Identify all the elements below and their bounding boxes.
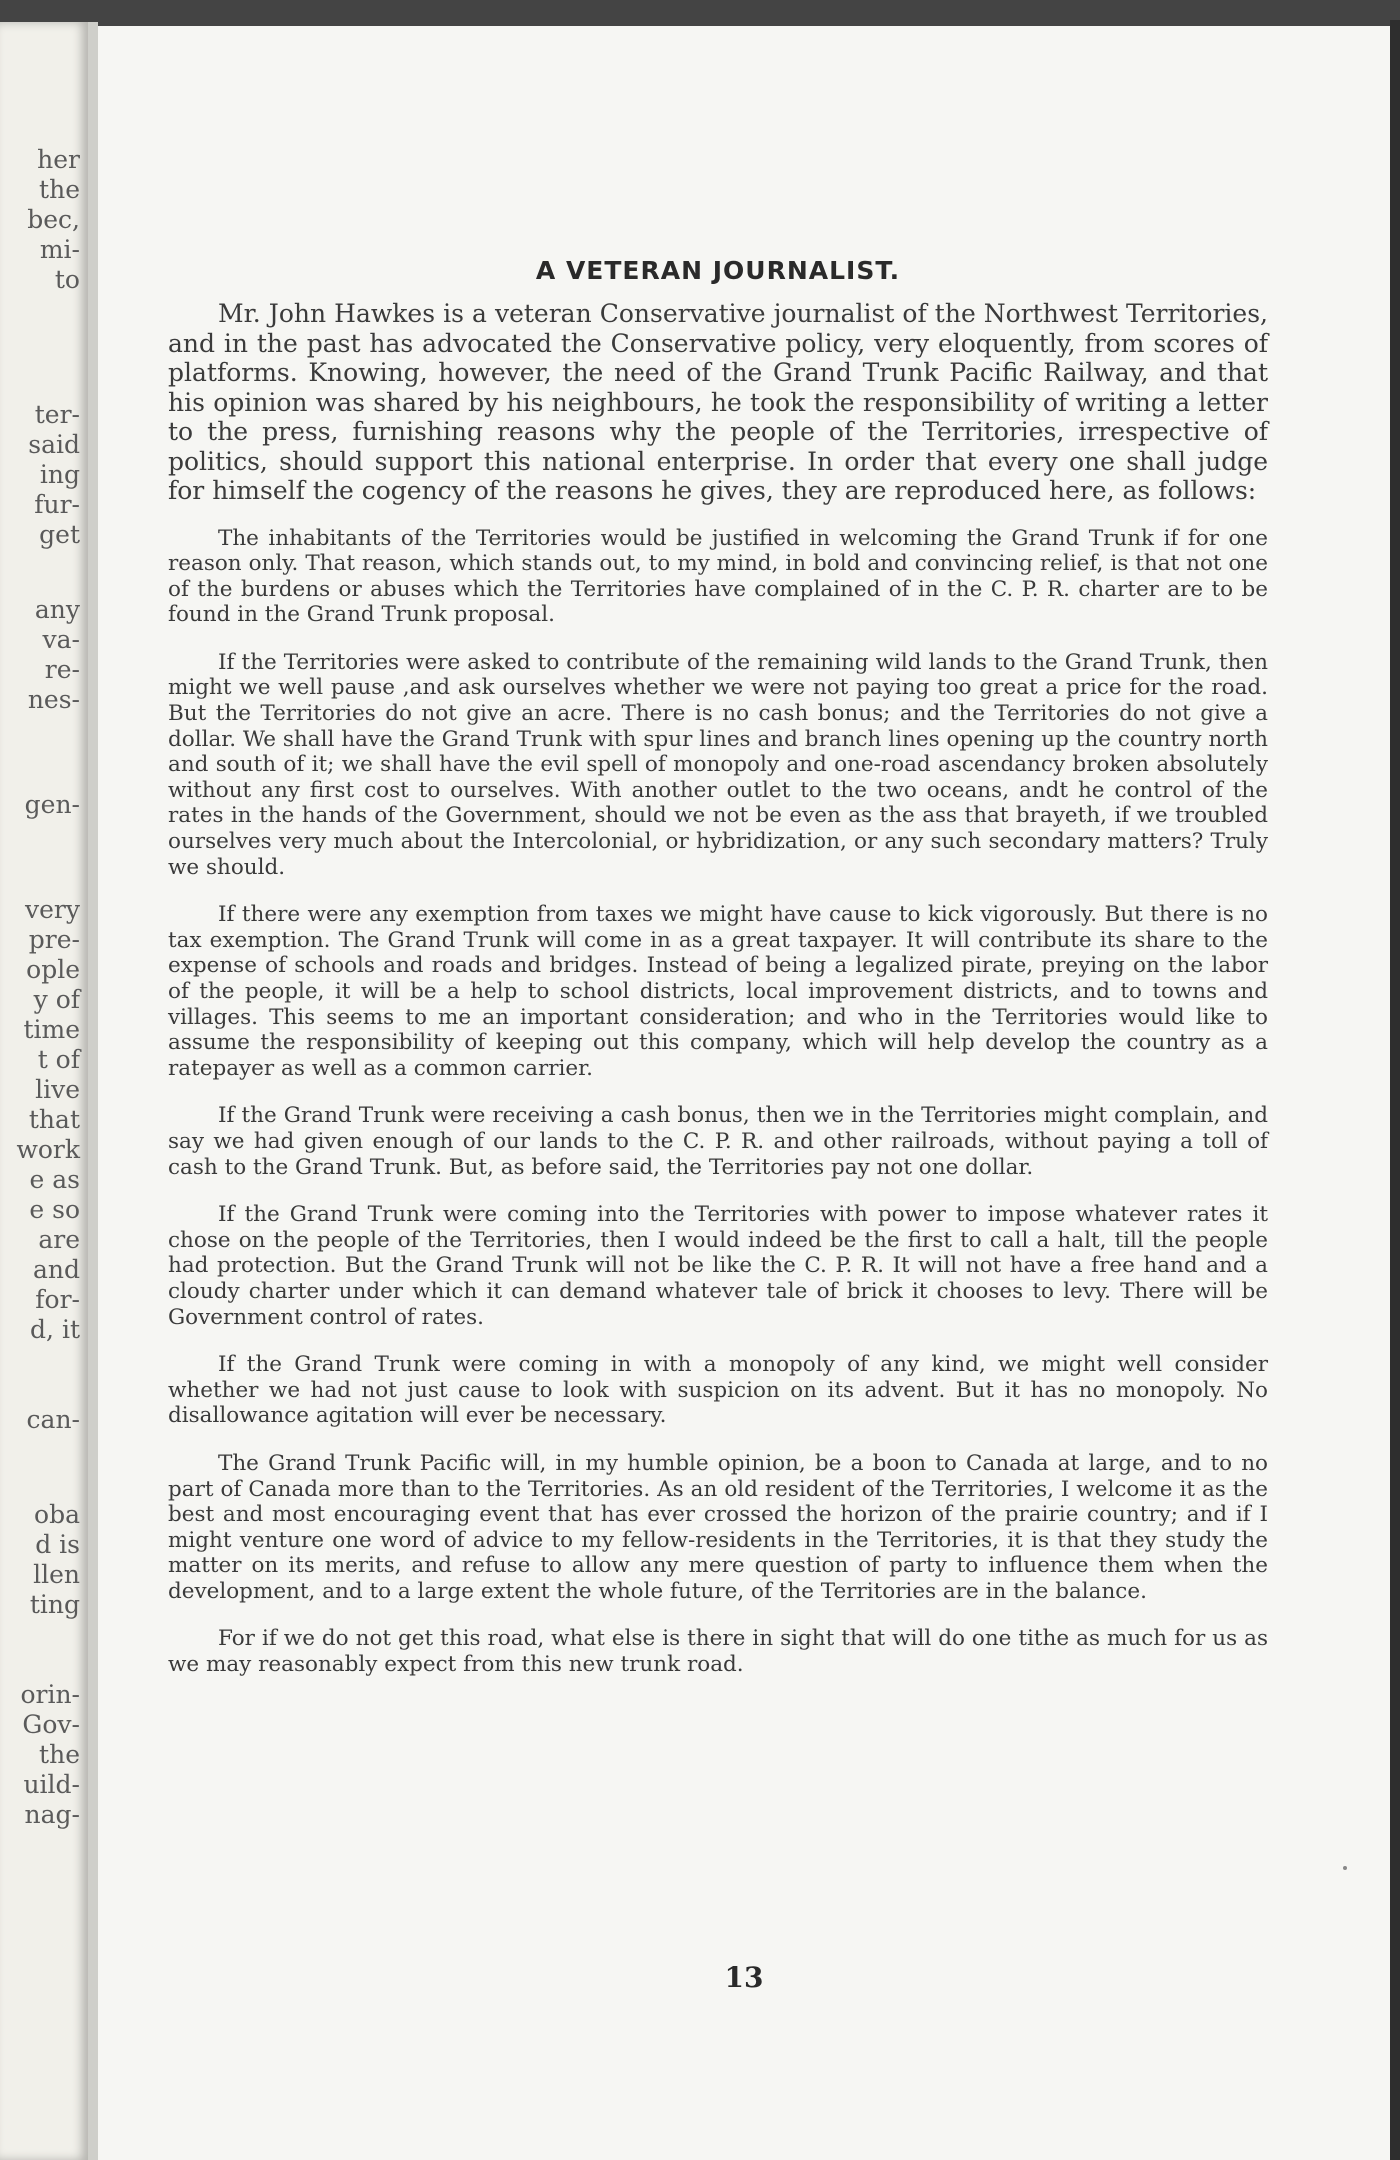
page-number: 13 — [724, 1961, 764, 1994]
facing-page-fragment: ting — [29, 1590, 80, 1619]
facing-page-fragment: uild- — [23, 1770, 80, 1799]
facing-page-fragment: ing — [39, 460, 80, 489]
facing-page-fragment: work — [16, 1135, 80, 1164]
document-page — [98, 26, 1390, 2160]
facing-page-fragment: ter- — [34, 400, 80, 429]
facing-page-fragment: to — [54, 265, 80, 294]
facing-page-fragment: very — [25, 895, 80, 924]
facing-page-fragment: Gov- — [22, 1710, 80, 1739]
letter-paragraph-5: If the Grand Trunk were coming into the Territories with power to impose whatever rates it chose on the people of the Territories, then I would indeed be the first to call a halt, till the people had protection. But the Grand Trunk will not be like the C. P. R. It will not have a free hand and a cloudy charter under which it can demand whatever tale of brick it chooses to levy. There will be Government control of rates. — [168, 1202, 1268, 1330]
letter-paragraph-3: If there were any exemption from taxes we might have cause to kick vigorously. But there is no tax exemption. The Grand Trunk will come in as a great taxpayer. It will contribute its share to the expense of schools and roads and bridges. Instead of being a legalized pirate, preying on the labor of the people, it will be a help to school districts, local improvement districts, and to towns and villages. This seems to me an important consideration; and who in the Territories would like to assume the responsibility of keeping out this company, which will help develop the country as a ratepayer as well as a common carrier. — [168, 902, 1268, 1081]
facing-page-fragment: gen- — [24, 790, 80, 819]
facing-page-fragment: mi- — [39, 235, 80, 264]
facing-page-fragment: t of — [37, 1045, 80, 1074]
facing-page-fragment: her — [37, 145, 80, 174]
facing-page-fragment: time — [23, 1015, 80, 1044]
scan-speck — [1343, 1866, 1347, 1870]
facing-page-fragment: and — [32, 1255, 80, 1284]
article-title: A VETERAN JOURNALIST. — [535, 256, 901, 285]
facing-page-fragment: d, it — [30, 1315, 80, 1344]
facing-page-fragment: nes- — [27, 685, 80, 714]
facing-page-fragment: d is — [35, 1530, 80, 1559]
letter-paragraph-8: For if we do not get this road, what else is there in sight that will do one tithe as much for us as we may reasonably expect from this new trunk road. — [168, 1626, 1268, 1678]
facing-page-fragment: pre- — [28, 925, 80, 954]
book-gutter — [88, 22, 98, 2160]
article — [168, 256, 1268, 1700]
facing-page-fragment: ople — [26, 955, 80, 984]
letter-paragraph-6: If the Grand Trunk were coming in with a monopoly of any kind, we might well consider whether we had not just cause to look with suspicion on its advent. But it has no monopoly. No disallowance agitation will ever be necessary. — [168, 1352, 1268, 1429]
facing-page-fragment: y of — [33, 985, 80, 1014]
quoted-letter — [168, 526, 1268, 1678]
facing-page-fragment: the — [39, 175, 80, 204]
facing-page-fragment: e as — [29, 1165, 80, 1194]
scan-right-border — [1390, 20, 1400, 2160]
facing-page-fragment: nag- — [24, 1800, 80, 1829]
letter-paragraph-2: If the Territories were asked to contribute of the remaining wild lands to the Grand Trunk, then might we well pause ,and ask ourselves whether we were not paying too great a price for the road. But the Territories do not give an acre. There is no cash bonus; and the Territories do not give a dollar. We shall have the Grand Trunk with spur lines and branch lines opening up the country north and south of it; we shall have the evil spell of monopoly and one-road ascendancy broken absolutely without any first cost to ourselves. With another outlet to the two oceans, andt he control of the rates in the hands of the Government, should we not be even as the ass that brayeth, if we troubled ourselves very much about the Intercolonial, or hybridization, or any such secondary matters? Truly we should. — [168, 649, 1268, 880]
facing-page-fragment: fur- — [34, 490, 80, 519]
facing-page-fragment: bec, — [27, 205, 80, 234]
facing-page-fragment: e so — [29, 1195, 80, 1224]
facing-page-fragment: get — [39, 520, 80, 549]
facing-page-fragment: said — [28, 430, 80, 459]
letter-paragraph-1: The inhabitants of the Territories would be justified in welcoming the Grand Trunk if for one reason only. That reason, which stands out, to my mind, in bold and convincing relief, is that not one of the burdens or abuses which the Territories have complained of in the C. P. R. charter are to be found in the Grand Trunk proposal. — [168, 525, 1268, 628]
facing-page-fragment: va- — [42, 625, 80, 654]
facing-page-fragment: re- — [44, 655, 80, 684]
facing-page-edge — [0, 22, 88, 2160]
letter-paragraph-7: The Grand Trunk Pacific will, in my humble opinion, be a boon to Canada at large, and to no part of Canada more than to the Territories. As an old resident of the Territories, I welcome it as the best and most encouraging event that has ever crossed the horizon of the prairie country; and if I might venture one word of advice to my fellow-residents in the Territories, it is that they study the matter on its merits, and refuse to allow any mere question of party to influence them when the development, and to a large extent the whole future, of the Territories are in the balance. — [168, 1450, 1268, 1604]
facing-page-fragment: the — [39, 1740, 80, 1769]
article-intro: Mr. John Hawkes is a veteran Conservative journalist of the Northwest Territories, and in the past has advocated the Conservative policy, very eloquently, from scores of platforms. Knowing, however, the need of the Grand Trunk Pacific Railway, and that his opinion was shared by his neighbours, he took the responsibility of writing a letter to the press, furnishing reasons why the people of the Territories, irrespective of politics, should support this national enterprise. In order that every one shall judge for himself the cogency of the reasons he gives, they are reproduced here, as follows: — [168, 299, 1268, 505]
facing-page-fragment: that — [28, 1105, 80, 1134]
facing-page-fragment: orin- — [20, 1680, 80, 1709]
scan-top-border — [0, 0, 1400, 26]
facing-page-fragment: are — [38, 1225, 80, 1254]
facing-page-fragment: any — [34, 595, 80, 624]
letter-paragraph-4: If the Grand Trunk were receiving a cash bonus, then we in the Territories might complain, and say we had given enough of our lands to the C. P. R. and other railroads, without paying a toll of cash to the Grand Trunk. But, as before said, the Territories pay not one dollar. — [168, 1103, 1268, 1180]
facing-page-fragment: live — [35, 1075, 80, 1104]
facing-page-fragment: can- — [26, 1405, 80, 1434]
facing-page-fragment: for- — [35, 1285, 80, 1314]
facing-page-fragment: oba — [34, 1500, 80, 1529]
facing-page-fragment: llen — [33, 1560, 80, 1589]
